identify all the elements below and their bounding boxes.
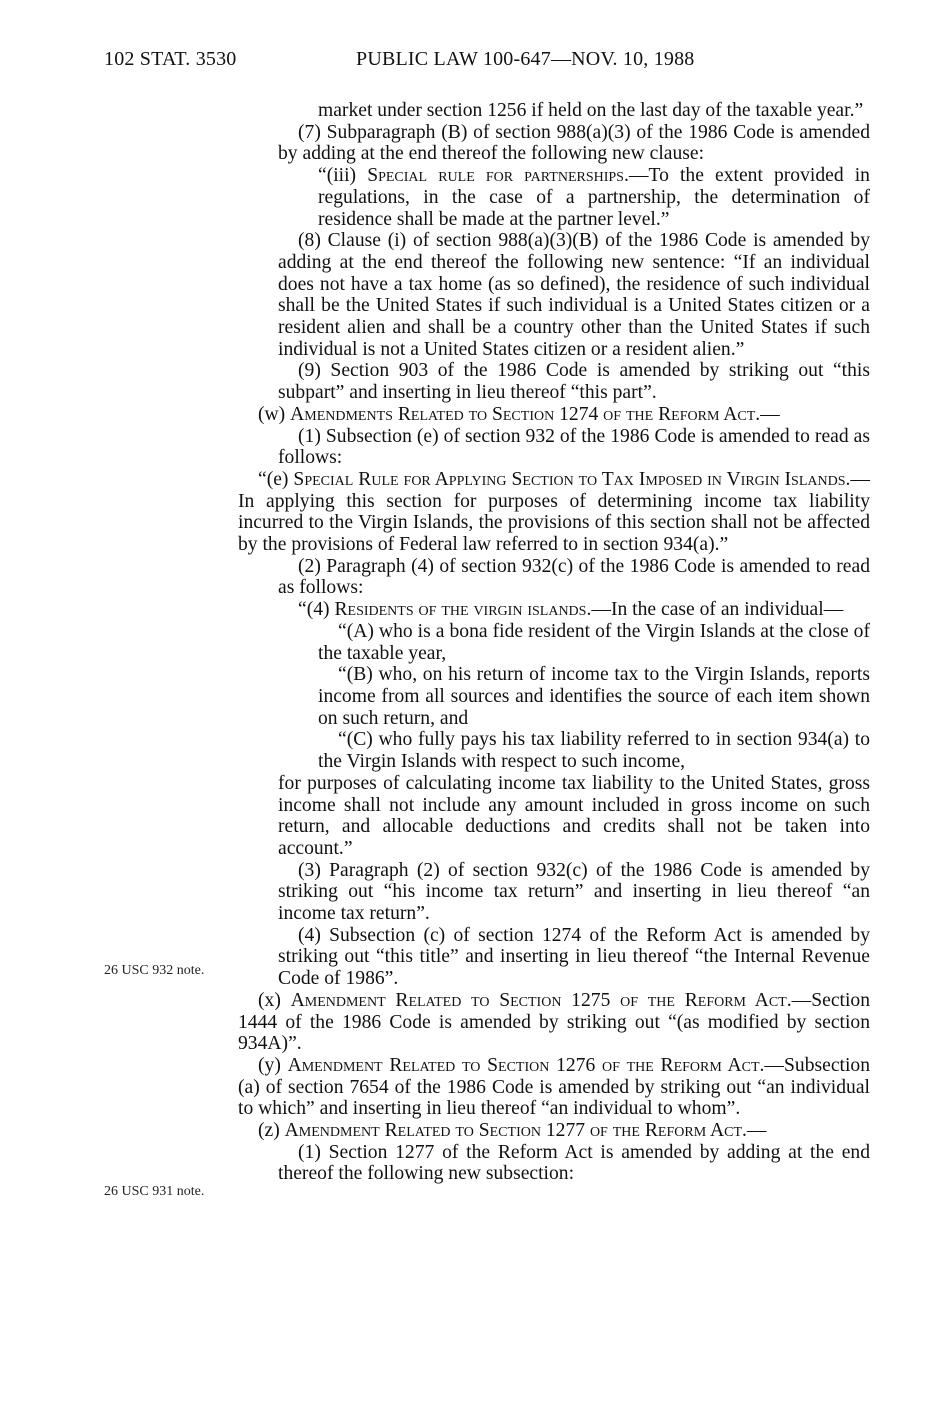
subsection-w: (w) Amendments Related to Section 1274 of the Reform Act.— — [258, 403, 780, 425]
paragraph-4-residents: “(4) Residents of the virgin islands.—In the case of an individual— — [298, 599, 844, 621]
paragraph-9: (9) Section 903 of the 1986 Code is amended by striking out “this subpart” and inserting in lieu thereof “this part”. — [278, 360, 870, 404]
paragraph-7: (7) Subparagraph (B) of section 988(a)(3) of the 1986 Code is amended by adding at the end thereof the following new clause: — [278, 121, 870, 165]
clause-iii-heading: Special rule for partnerships. — [367, 165, 629, 187]
paragraph-8: (8) Clause (i) of section 988(a)(3)(B) of the 1986 Code is amended by adding at the end thereof the following new sentence: “If an individual does not have a tax home (as so defined), the residence of such individual shall be the United States if such individual is a United States citizen or a resident alien and shall be a country other than the United States if such individual is not a United States citizen or a resident alien.” — [278, 230, 870, 360]
paragraph-z-1: (1) Section 1277 of the Reform Act is amended by adding at the end thereof the following new subsection: — [278, 1141, 870, 1185]
running-head: PUBLIC LAW 100-647—NOV. 10, 1988 — [356, 48, 695, 70]
page-header — [104, 48, 868, 78]
paragraph-continuation: market under section 1256 if held on the last day of the taxable year.” — [318, 100, 864, 121]
clause-iii: “(iii) Special rule for partnerships.—To the extent provided in regulations, in the case of a partnership, the determination of residence shall be made at the partner level.” — [318, 165, 870, 230]
paragraph-w-2: (2) Paragraph (4) of section 932(c) of the 1986 Code is amended to read as follows: — [278, 555, 870, 599]
subsection-e: “(e) Special Rule for Applying Section to Tax Imposed in Virgin Islands.—In applying this section for purposes of determining income tax liability incurred to the Virgin Islands, the provisions of this section shall not be affected by the provisions of Federal law referred to in section 934(a).” — [238, 468, 871, 556]
subsection-w-heading: Amendments Related to Section 1274 of the Reform Act. — [290, 403, 761, 425]
paragraph-w-3: (3) Paragraph (2) of section 932(c) of the 1986 Code is amended by striking out “his income tax return” and inserting in lieu thereof “an income tax return”. — [278, 859, 870, 925]
stat-page-number: 102 STAT. 3530 — [104, 48, 237, 70]
subsection-e-heading: Special Rule for Applying Section to Tax Imposed in Virgin Islands. — [293, 468, 851, 490]
margin-note-931: 26 USC 931 note. — [104, 1184, 205, 1199]
subparagraph-b: “(B) who, on his return of income tax to the Virgin Islands, reports income from all sources and identifies the source of each item shown on such return, and — [318, 664, 870, 729]
subsection-z: (z) Amendment Related to Section 1277 of the Reform Act.— — [258, 1120, 767, 1142]
paragraph-4-heading: Residents of the virgin islands. — [334, 599, 592, 621]
subparagraph-a: “(A) who is a bona fide resident of the Virgin Islands at the close of the taxable year, — [318, 620, 870, 664]
paragraph-w-1: (1) Subsection (e) of section 932 of the 1986 Code is amended to read as follows: — [278, 425, 870, 469]
margin-note-932: 26 USC 932 note. — [104, 963, 205, 978]
subsection-y: (y) Amendment Related to Section 1276 of the Reform Act.—Subsection (a) of section 7654 of the 1986 Code is amended by striking out “an individual to which” and inserting in lieu thereof “an individual to whom”. — [238, 1054, 870, 1120]
paragraph-w-4: (4) Subsection (c) of section 1274 of the Reform Act is amended by striking out “this title” and inserting in lieu thereof “the Internal Revenue Code of 1986”. — [278, 924, 870, 990]
subparagraph-c: “(C) who fully pays his tax liability referred to in section 934(a) to the Virgin Islands with respect to such income, — [318, 729, 870, 773]
document-body — [238, 100, 870, 1185]
subsection-z-heading: Amendment Related to Section 1277 of the Reform Act. — [284, 1120, 747, 1142]
flush-language: for purposes of calculating income tax liability to the United States, gross income shall not include any amount included in gross income on such return, and allocable deductions and credits shall not be taken into account.” — [278, 772, 870, 859]
subsection-y-heading: Amendment Related to Section 1276 of the Reform Act. — [287, 1054, 765, 1076]
subsection-x: (x) Amendment Related to Section 1275 of the Reform Act.—Section 1444 of the 1986 Code is amended by striking out “(as modified by section 934A)”. — [238, 989, 870, 1055]
subsection-x-heading: Amendment Related to Section 1275 of the Reform Act. — [290, 989, 792, 1011]
